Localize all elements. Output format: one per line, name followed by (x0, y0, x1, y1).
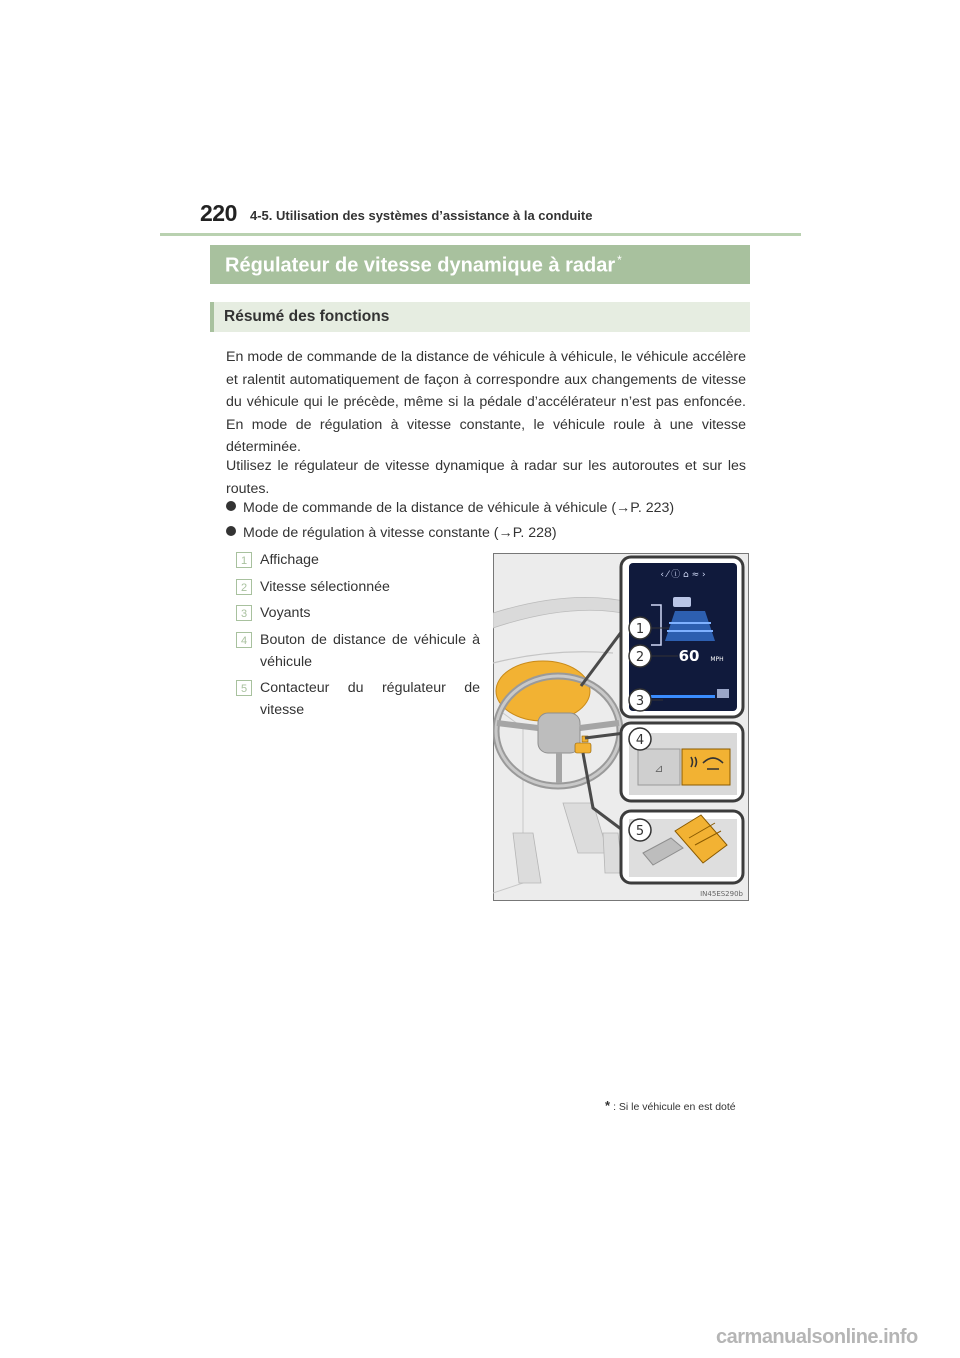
section-title-text: Régulateur de vitesse dynamique à radar (225, 254, 616, 277)
header-divider (160, 233, 801, 236)
legend-label: Contacteur du régulateur de vitesse (260, 680, 480, 718)
svg-text:‹ ⁄ ⓘ ⌂ ≈ ›: ‹ ⁄ ⓘ ⌂ ≈ › (660, 570, 706, 580)
section-title (225, 253, 622, 278)
figure-code: IN45ES290b (700, 890, 743, 898)
legend-label: Affichage (260, 552, 319, 568)
callout-3: 3 (635, 694, 645, 709)
bullet-item (226, 525, 557, 541)
subsection-bar (210, 302, 750, 332)
callout-1: 1 (635, 622, 645, 637)
page-number: 220 (200, 200, 237, 226)
footnote-star-icon: * (605, 1098, 611, 1113)
usage-paragraph: Utilisez le régulateur de vitesse dynamique à radar sur les autoroutes et sur les routes. (226, 458, 746, 497)
bullet-item (226, 500, 674, 516)
bullet-dot-icon (226, 501, 236, 511)
bullet-dot-icon (226, 526, 236, 536)
header-section-title: 4-5. Utilisation des systèmes d’assistance à la conduite (250, 208, 593, 223)
subsection-title: Résumé des fonctions (224, 308, 390, 325)
legend-number: 1 (236, 552, 252, 568)
legend-label: Vitesse sélectionnée (260, 579, 390, 595)
bullet-text: Mode de commande de la distance de véhicule à véhicule (→P. 223) (243, 500, 675, 516)
footnote (605, 1098, 736, 1113)
callout-2: 2 (635, 650, 645, 665)
legend-number: 5 (236, 680, 252, 696)
footnote-mark: * (617, 253, 622, 267)
legend-number: 4 (236, 632, 252, 648)
svg-text:⊿: ⊿ (654, 762, 664, 775)
watermark: carmanualsonline.info (716, 1326, 918, 1348)
selected-speed-value: 60 (678, 647, 700, 665)
footnote-text: : Si le véhicule en est doté (613, 1101, 736, 1113)
legend-label: Voyants (260, 605, 311, 621)
section-title-bar (210, 245, 750, 284)
cockpit-illustration (493, 553, 749, 901)
speed-unit: MPH (710, 656, 724, 663)
legend-number: 3 (236, 605, 252, 621)
legend-label: Bouton de distance de véhicule à véhicule (260, 632, 480, 670)
legend-number: 2 (236, 579, 252, 595)
bullet-text: Mode de régulation à vitesse constante (→P. 228) (243, 525, 557, 541)
intro-paragraph: En mode de commande de la distance de véhicule à véhicule, le véhicule accélère et ralentit automatiquement de façon à correspondre aux changements de vitesse du véhicule qui le précède, même si la pédale d’accélérateur n’est pas enfoncée. En mode de régulation à vitesse constante, le véhicule roule à une vitesse déterminée. (226, 349, 746, 455)
callout-4: 4 (635, 733, 645, 748)
callout-5: 5 (635, 824, 645, 839)
